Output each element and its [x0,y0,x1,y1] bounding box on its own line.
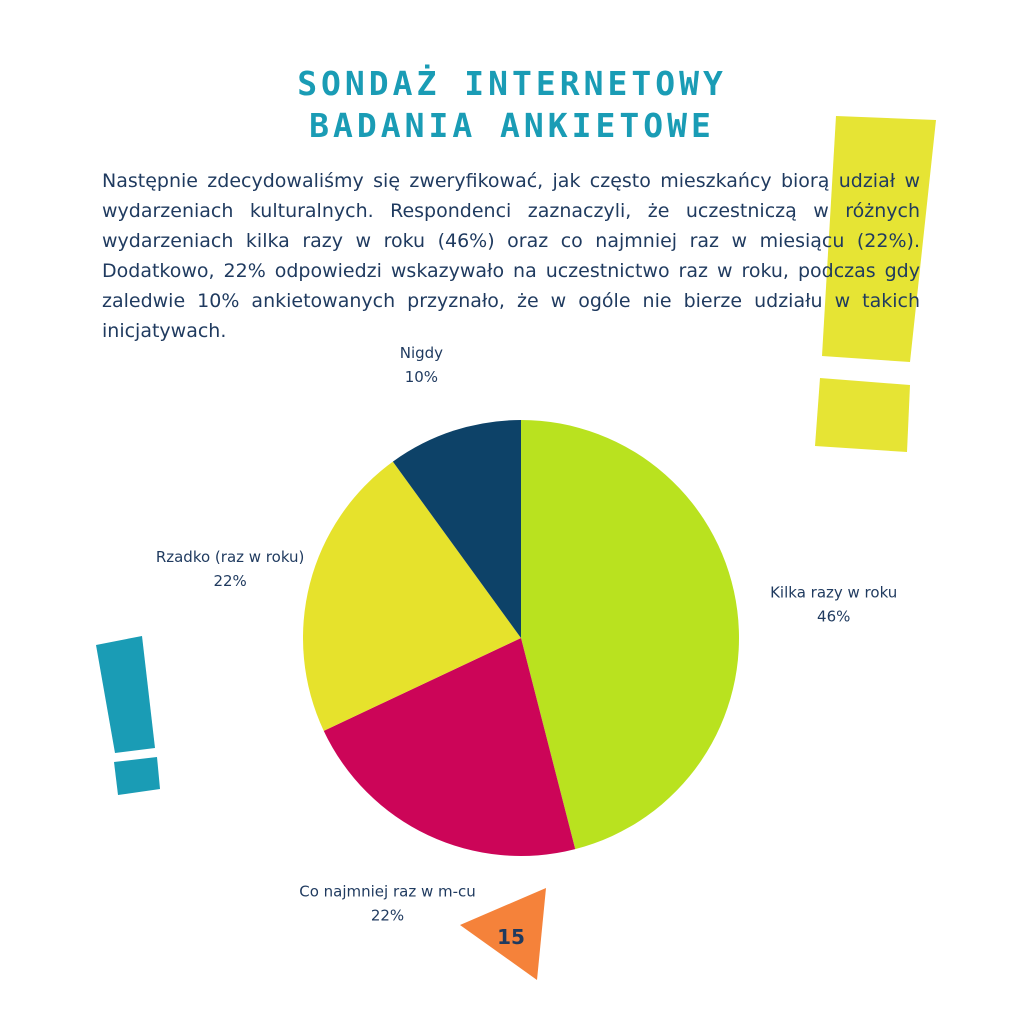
exclamation-dot-yellow [815,378,910,452]
intro-paragraph: Następnie zdecydowaliśmy się zweryfikować, jak często mieszkańcy biorą udział w wydarzeniach kulturalnych. Respondenci zaznaczyli, że uczestniczą w różnych wydarzeniach kilka razy w roku (46%) oraz co najmniej raz w miesiącu (22%). Dodatkowo, 22% odpowiedzi wskazywało na uczestnictwo raz w roku, podczas gdy zaledwie 10% ankietowanych przyznało, że w ogóle nie bierze udziału w takich inicjatywach. [102,170,920,342]
page-number: 15 [497,925,525,949]
exclamation-bar-teal [96,636,155,753]
page-title-line-2: BADANIA ANKIETOWE [309,106,715,145]
pie-value-label-1: 22% [370,906,405,925]
pie-chart [303,420,739,856]
exclamation-dot-teal [114,757,160,795]
pie-value-label-2: 22% [213,571,247,590]
pie-label-1: Co najmniej raz w m-cu [299,882,476,901]
pie-label-2: Rzadko (raz w roku) [155,547,305,566]
pie-value-label-3: 10% [404,368,439,387]
pie-label-0: Kilka razy w roku [770,583,898,602]
pie-label-3: Nigdy [399,344,444,363]
page-title-line-1: SONDAŻ INTERNETOWY [297,64,727,103]
pie-value-label-0: 46% [817,607,851,626]
